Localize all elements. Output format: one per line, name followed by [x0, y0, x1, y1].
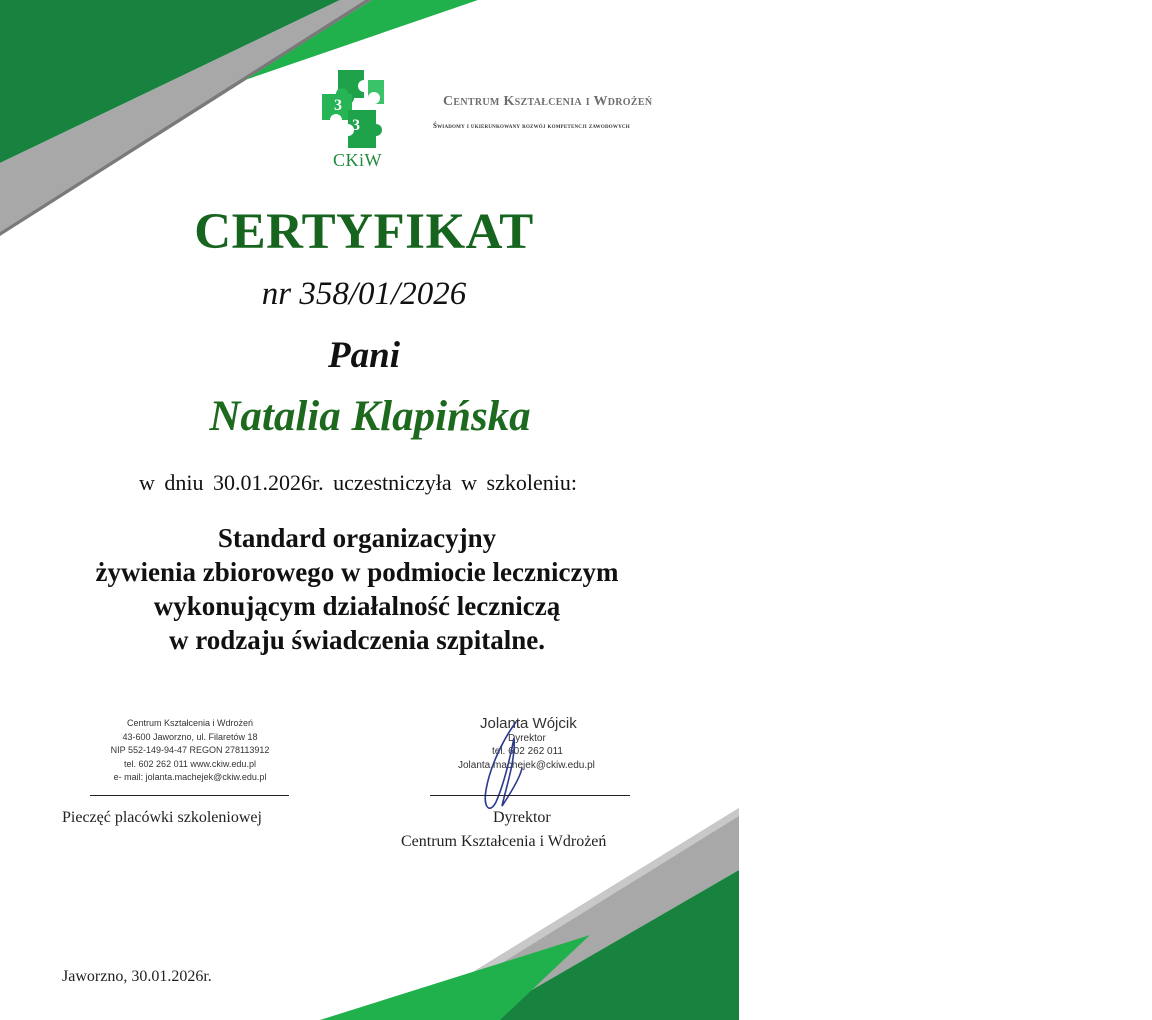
- salutation: Pani: [328, 335, 400, 376]
- director-caption-role: Dyrektor: [493, 809, 551, 826]
- organization-name-header: Centrum Kształcenia i Wdrożeń: [443, 94, 653, 109]
- director-stamp-phone: tel. 602 262 011: [492, 746, 563, 757]
- participant-name: Natalia Klapińska: [209, 393, 531, 440]
- svg-text:3: 3: [334, 97, 342, 114]
- logo-abbreviation: CKiW: [333, 150, 382, 170]
- course-title-line: Standard organizacyjny: [217, 523, 497, 553]
- course-title: [0, 521, 714, 657]
- director-caption-organization: Centrum Kształcenia i Wdrożeń: [401, 833, 607, 850]
- course-title-line: żywienia zbiorowego w podmiocie leczniczym: [95, 557, 619, 587]
- handwritten-signature: [476, 718, 536, 818]
- director-signature-line: [430, 795, 630, 796]
- stamp-line: Centrum Kształcenia i Wdrożeń: [126, 718, 254, 728]
- svg-text:3: 3: [352, 117, 360, 134]
- place-and-date: Jaworzno, 30.01.2026r.: [62, 968, 212, 985]
- course-title-line: wykonującym działalność leczniczą: [153, 591, 561, 621]
- puzzle-logo-icon: [318, 66, 388, 152]
- stamp-line: 43-600 Jaworzno, ul. Filaretów 18: [122, 731, 258, 742]
- certificate-title: CERTYFIKAT: [194, 204, 534, 260]
- attendance-statement: w dniu 30.01.2026r. uczestniczyła w szkoleniu:: [139, 470, 577, 495]
- institution-stamp: [90, 717, 290, 785]
- organization-tagline: Świadomy i ukierunkowany rozwój kompetencji zawodowych: [433, 122, 630, 130]
- stamp-line: NIP 552-149-94-47 REGON 278113912: [110, 745, 270, 755]
- stamp-line: tel. 602 262 011 www.ckiw.edu.pl: [124, 758, 256, 769]
- stamp-signature-line: [90, 795, 289, 796]
- stamp-caption: Pieczęć placówki szkoleniowej: [62, 809, 262, 826]
- director-stamp-role: Dyrektor: [508, 733, 546, 744]
- director-stamp-name: Jolanta Wójcik: [480, 715, 577, 732]
- director-stamp-email: Jolanta.machejek@ckiw.edu.pl: [458, 760, 595, 771]
- stamp-line: e- mail: jolanta.machejek@ckiw.edu.pl: [113, 772, 267, 782]
- certificate-number: nr 358/01/2026: [261, 276, 467, 312]
- course-title-line: w rodzaju świadczenia szpitalne.: [169, 625, 545, 655]
